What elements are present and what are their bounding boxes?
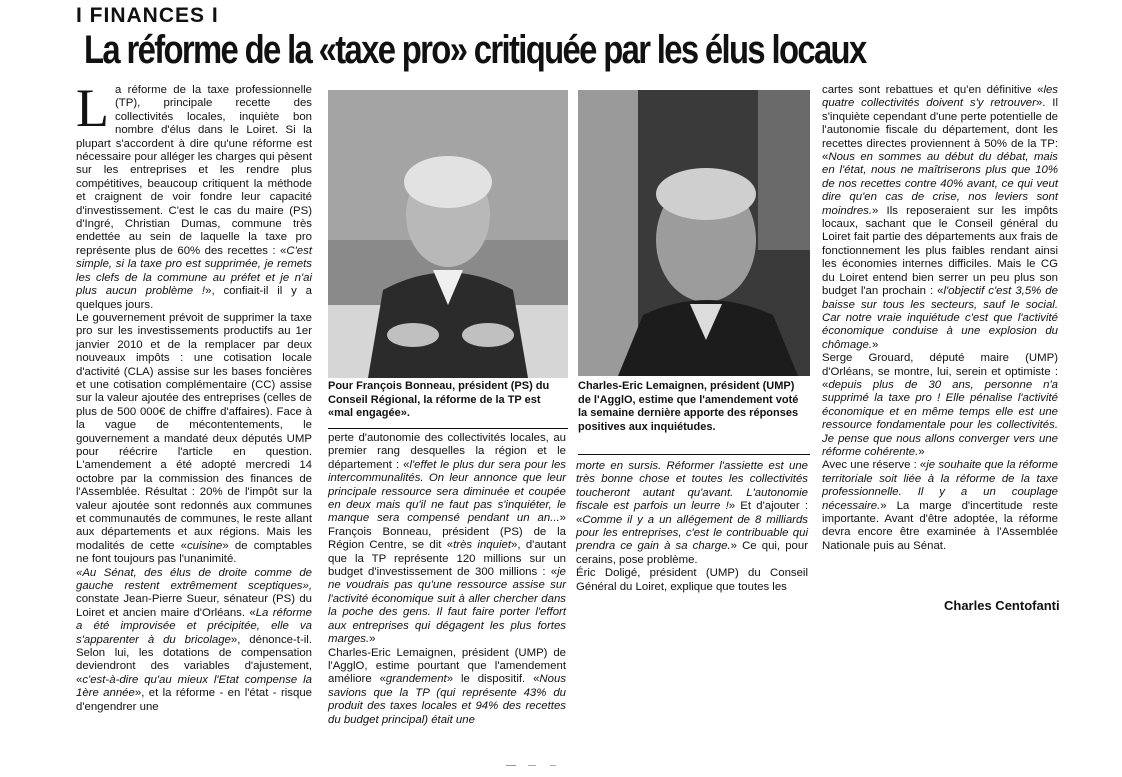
portrait-image bbox=[328, 90, 568, 378]
headline: La réforme de la «taxe pro» critiquée par les élus locaux bbox=[84, 28, 866, 72]
paragraph: Serge Grouard, député maire (UMP) d'Orléans, se montre, lui, serein et optimiste : «depuis plus de 30 ans, personne n'a supprimé la taxe pro ! Elle pénalise l'activité économique et en même temps elle est une ressource fondamentale pour les collectivités. Je pense que nous allons converger vers une réforme cohérente.» bbox=[822, 352, 1058, 458]
scan-specks bbox=[500, 762, 600, 770]
paragraph: La réforme de la taxe professionnelle (TP), principale recette des collectivités locales, inquiète bon nombre d'élus dans le Loiret. Si la plupart s'accordent à dire qu'une réforme est nécessaire pour alléger les charges qui pèsent sur les entreprises et les rendre plus compétitives, beaucoup critiquent la méthode et craignent de voir fondre leur capacité d'investissement. C'est le cas du maire (PS) d'Ingré, Christian Dumas, commune très endettée au sein de laquelle la taxe pro représente plus de 60% des recettes : «C'est simple, si la taxe pro est supprimée, je remets les clefs de la commune au préfet et je n'ai plus aucun problème !», confiait-il il y a quelques jours. bbox=[76, 78, 313, 311]
paragraph: Le gouvernement prévoit de supprimer la taxe pro sur les investissements productifs au 1er janvier 2010 et de la remplacer par deux nouveaux impôts : une cotisation locale d'activité (CLA) assise sur les bases foncières et une cotisation complémentaire (CC) assise sur la valeur ajoutée des entreprises (celles de plus de 500 000€ de chiffre d'affaires). Face à la vague de mécontentements, le gouvernement a mandaté deux députés UMP pour réécrire l'article en question. L'amendement a été adopté mercredi 14 octobre par la commission des finances de l'Assemblée. Résultat : 20% de l'impôt sur la valeur ajoutée sont redonnés aux communes et communautés de communes, le reste allant aux départements et aux régions. Mais les modalités de cette «cuisine» de comptables ne font toujours pas l'unanimité. bbox=[76, 311, 312, 566]
article-column-2 bbox=[328, 432, 566, 727]
article-column-1 bbox=[76, 78, 313, 714]
column-rule bbox=[328, 428, 568, 429]
portrait-image bbox=[578, 90, 810, 376]
paragraph: Éric Doligé, président (UMP) du Conseil Général du Loiret, explique que toutes les bbox=[576, 567, 808, 593]
photo-caption-2: Charles-Eric Lemaignen, président (UMP) de l'AgglO, estime que l'amendement voté la semaine dernière apporte des réponses positives aux inquiétudes. bbox=[578, 380, 799, 433]
author-signature: Charles Centofanti bbox=[944, 598, 1060, 613]
photo-caption-1: Pour François Bonneau, président (PS) du Conseil Régional, la réforme de la TP est «mal engagée». bbox=[328, 380, 550, 420]
paragraph: perte d'autonomie des collectivités locales, au premier rang desquelles la région et le département : «l'effet le plus dur sera pour les intercommunalités. On leur annonce que leur principale ressource sera diminuée et coupée en deux mais qu'il ne faut pas s'inquiéter, le manque sera compensé pendant un an...» François Bonneau, président (PS) de la Région Centre, se dit «très inquiet», d'autant que la TP représente 120 millions sur un budget d'investissement de 300 millions : «je ne voudrais pas qu'une ressource assise sur l'activité économique suit à aller chercher dans la poche des gens. Il faut faire porter l'effort aux entreprises qui dégagent les plus fortes marges.» bbox=[328, 432, 566, 646]
photo-charles-eric-lemaignen bbox=[578, 90, 810, 376]
dropcap: L bbox=[76, 78, 109, 138]
paragraph: cartes sont rebattues et qu'en définitive «les quatre collectivités doivent s'y retrouver». Il s'inquiète cependant d'une perte potentielle de l'autonomie fiscale du département, dont les recettes directes proviennent à 50% de la TP: «Nous en sommes au début du débat, mais en l'état, nous ne maîtriserons plus que 10% de nos recettes contre 40% avant, ce qui veut dire qu'en cas de crise, nos leviers sont moindres.» Ils reposeraient sur les impôts locaux, sachant que le Conseil général du Loiret fait partie des départements aux frais de fonctionnement les plus faibles rendant ainsi les économies internes difficiles. Mais le CG du Loiret entend bien serrer un peu plus son budget l'an prochain : «l'objectif c'est 3,5% de baisse sur tous les secteurs, sauf le social. Car notre vraie inquiétude c'est que l'activité économique conduise à une explosion du chômage.» bbox=[822, 84, 1058, 351]
article-column-3 bbox=[576, 460, 808, 594]
photo-francois-bonneau bbox=[328, 90, 568, 378]
paragraph: «Au Sénat, des élus de droite comme de gauche restent extrêmement sceptiques», constate Jean-Pierre Sueur, sénateur (PS) du Loiret et ancien maire d'Orléans. «La réforme a été improvisée et précipitée, elle va s'apparenter à du bricolage», dénonce-t-il. Selon lui, les dotations de compensation deviendront des variables d'ajustement, «c'est-à-dire qu'au mieux l'Etat compense la 1ère année», et la réforme - en l'état - risque d'engendrer une bbox=[76, 566, 312, 713]
paragraph: Avec une réserve : «je souhaite que la réforme territoriale soit liée à la réforme de la taxe professionnelle. Il y a un couplage nécessaire.» La marge d'incertitude reste importante. Avant d'être adoptée, la réforme devra encore être examinée à l'Assemblée Nationale puis au Sénat. bbox=[822, 459, 1058, 552]
column-rule bbox=[578, 454, 810, 455]
paragraph: morte en sursis. Réformer l'assiette est une très bonne chose et toutes les collectivités toucheront autant qu'avant. L'autonomie fiscale est parfois un leurre !» Et d'ajouter : «Comme il y a un allégement de 8 milliards pour les entreprises, c'est le contribuable qui prendra ce gain à sa charge.» Ce qui, pour cerains, pose problème. bbox=[576, 460, 808, 566]
article-column-4 bbox=[822, 84, 1058, 553]
paragraph: Charles-Eric Lemaignen, président (UMP) de l'AgglO, estime pourtant que l'amendement améliore «grandement» le dispositif. «Nous savions que la TP (qui représente 43% du produit des taxes locales et 94% des recettes du budget principal) était une bbox=[328, 646, 567, 726]
section-rubric: I FINANCES I bbox=[76, 4, 219, 27]
